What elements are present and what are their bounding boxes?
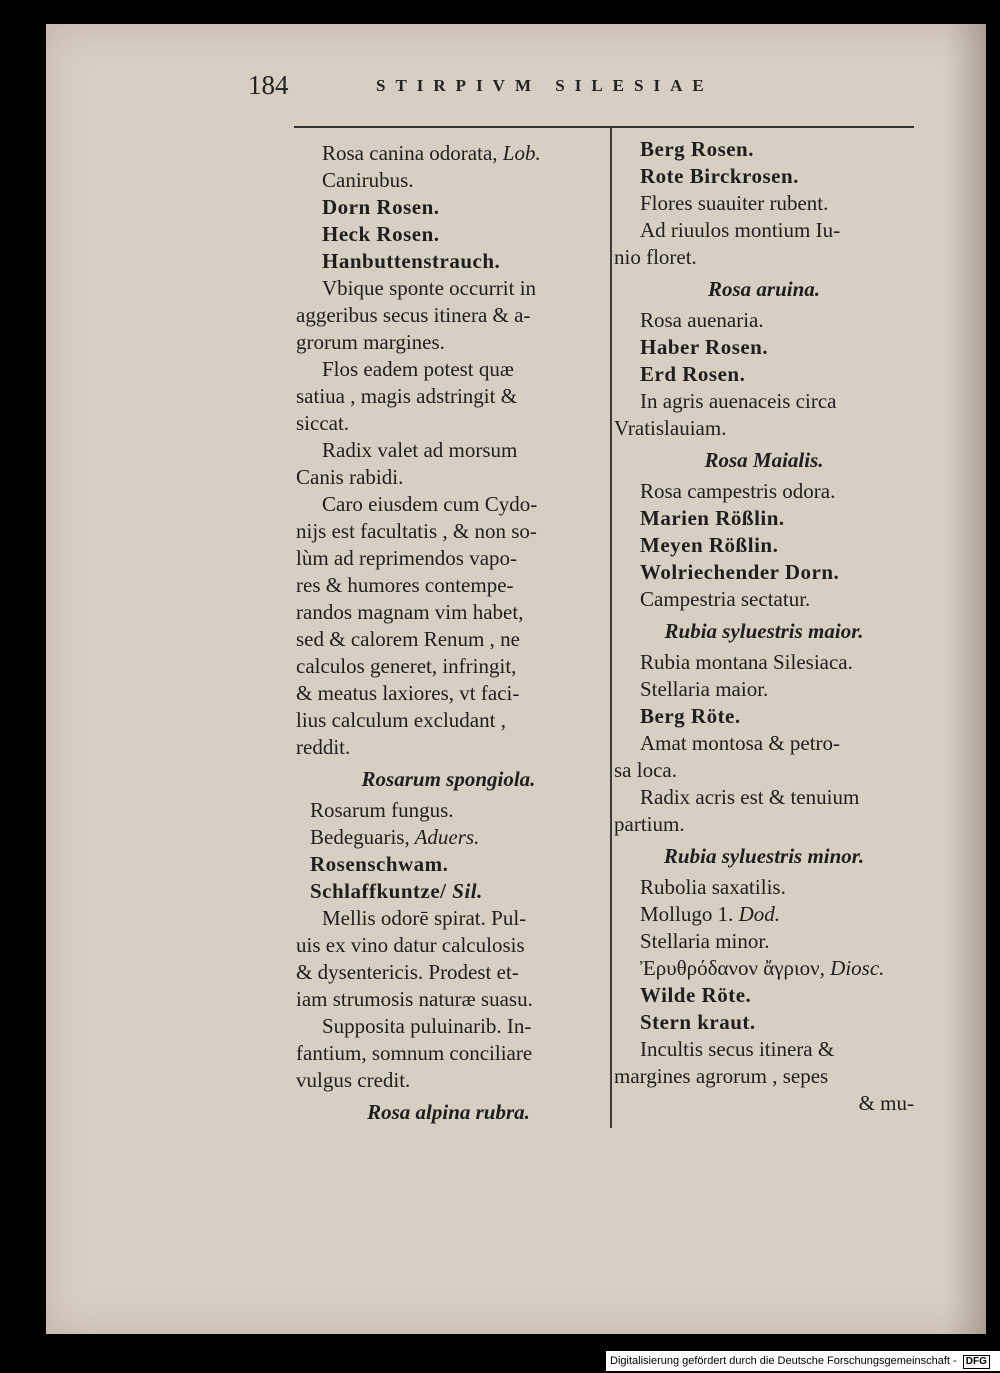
line-text: & meatus laxiores, vt faci- [296,681,520,705]
text-line [614,136,914,163]
line-text: uis ex vino datur calculosis [296,933,525,957]
line-text: Ἐρυθρόδανον ἄγριον, [640,956,825,980]
text-line [296,905,601,932]
text-line [296,1040,601,1067]
column-divider [610,128,612,1128]
line-text: Rosarum spongiola. [361,767,536,791]
line-text: Heck Rosen. [322,222,440,246]
text-line [614,334,914,361]
line-text: aggeribus secus itinera & a- [296,303,531,327]
text-line [296,599,601,626]
line-text: fantium, somnum conciliare [296,1041,533,1065]
line-text: Rubia syluestris minor. [663,844,865,868]
author-abbreviation: Aduers. [409,825,480,849]
text-line [614,505,914,532]
line-text: nijs est facultatis , & non so- [296,519,537,543]
text-line [296,491,601,518]
line-text: Rosa alpina rubra. [367,1100,530,1124]
author-abbreviation: Dod. [733,902,781,926]
line-text: Rote Birckrosen. [640,164,799,188]
line-text: Haber Rosen. [640,335,769,359]
text-line [614,388,914,415]
line-text: grorum margines. [296,330,445,354]
line-text: iam strumosis naturæ suasu. [296,987,533,1011]
author-abbreviation: Lob. [497,141,541,165]
text-line [296,851,601,878]
text-line [614,478,914,505]
line-text: Rubia montana Silesiaca. [640,650,853,674]
line-text: nio floret. [614,245,697,269]
line-text: Canis rabidi. [296,465,404,489]
text-line [296,410,601,437]
text-line [614,361,914,388]
line-text: Caro eiusdem cum Cydo- [322,492,538,516]
text-line [614,811,914,838]
line-text: Wolriechender Dorn. [640,560,840,584]
text-line [296,707,601,734]
line-text: margines agrorum , sepes [614,1064,829,1088]
line-text: sa loca. [614,758,677,782]
line-text: Stellaria maior. [640,677,769,701]
section-heading [614,613,914,649]
text-line [296,878,601,905]
line-text: Vbique sponte occurrit in [322,276,537,300]
text-line [296,383,601,410]
text-line [614,1009,914,1036]
line-text: Berg Röte. [640,704,741,728]
line-text: Supposita puluinarib. In- [322,1014,532,1038]
running-title: STIRPIVM SILESIAE [376,76,714,95]
text-line [296,194,601,221]
text-line [296,437,601,464]
text-line [614,1063,914,1090]
line-text: Rosenschwam. [310,852,449,876]
text-line [614,415,914,442]
text-line [614,874,914,901]
line-text: Amat montosa & petro- [640,731,841,755]
line-text: Wilde Röte. [640,983,752,1007]
text-line [296,464,601,491]
line-text: Incultis secus itinera & [640,1037,835,1061]
header-rule [294,126,914,128]
author-abbreviation: Diosc. [824,956,885,980]
page-number: 184 [248,70,289,100]
line-text: satiua , magis adstringit & [296,384,518,408]
section-heading [614,838,914,874]
section-heading [614,271,914,307]
text-line [296,518,601,545]
line-text: Rosa aruina. [707,277,821,301]
text-line [296,545,601,572]
text-line [296,680,601,707]
line-text: Flos eadem potest quæ [322,357,514,381]
text-line [614,730,914,757]
text-line [614,190,914,217]
section-heading [296,1094,601,1130]
left-column [296,140,601,1130]
footer-text: Digitalisierung gefördert durch die Deutsche Forschungsgemeinschaft - [610,1355,957,1367]
line-text: Flores suauiter rubent. [640,191,829,215]
section-heading [614,442,914,478]
line-text: partium. [614,812,685,836]
text-line [614,307,914,334]
line-text: Schlaffkuntze/ [310,879,447,903]
text-line [296,302,601,329]
text-line [296,275,601,302]
line-text: calculos generet, infringit, [296,654,517,678]
text-line [296,824,601,851]
text-line [614,901,914,928]
text-line [296,167,601,194]
text-line [614,244,914,271]
line-text: Mellis odorē spirat. Pul- [322,906,527,930]
line-text: Meyen Rößlin. [640,533,779,557]
line-text: Ad riuulos montium Iu- [640,218,841,242]
text-line [614,649,914,676]
text-line [296,734,601,761]
line-text: Hanbuttenstrauch. [322,249,501,273]
right-column [614,136,914,1117]
line-text: Vratislauiam. [614,416,727,440]
line-text: vulgus credit. [296,1068,411,1092]
line-text: Canirubus. [322,168,414,192]
text-line [296,572,601,599]
text-line [296,329,601,356]
line-text: Rosa campestris odora. [640,479,836,503]
text-line [296,653,601,680]
text-line [614,784,914,811]
line-text: Rosa Maialis. [704,448,824,472]
text-line [296,221,601,248]
line-text: Berg Rosen. [640,137,754,161]
text-line [296,356,601,383]
text-line [614,982,914,1009]
dfg-logo: DFG [963,1355,990,1369]
text-line [614,955,914,982]
text-line [614,586,914,613]
line-text: Rosa canina odorata, [322,141,498,165]
line-text: Rubolia saxatilis. [640,875,786,899]
line-text: Radix valet ad morsum [322,438,518,462]
line-text: Stern kraut. [640,1010,756,1034]
line-text: sed & calorem Renum , ne [296,627,520,651]
text-line [296,932,601,959]
author-abbreviation: Sil. [446,879,483,903]
line-text: Stellaria minor. [640,929,770,953]
text-line [614,217,914,244]
line-text: lius calculum excludant , [296,708,506,732]
text-line [614,757,914,784]
line-text: randos magnam vim habet, [296,600,524,624]
text-line [614,163,914,190]
text-line [296,1067,601,1094]
text-line [296,959,601,986]
page-edge-shadow [946,24,986,1334]
text-line [614,928,914,955]
section-heading [296,761,601,797]
line-text: Bedeguaris, [310,825,410,849]
line-text: res & humores contempe- [296,573,514,597]
line-text: Campestria sectatur. [640,587,811,611]
line-text: Mollugo 1. [640,902,734,926]
text-line [296,797,601,824]
text-line [614,676,914,703]
line-text: Rosa auenaria. [640,308,764,332]
line-text: & mu- [858,1091,914,1115]
line-text: lùm ad reprimendos vapo- [296,546,518,570]
text-line [296,248,601,275]
text-line [614,532,914,559]
line-text: In agris auenaceis circa [640,389,837,413]
text-line [614,1036,914,1063]
line-text: Erd Rosen. [640,362,746,386]
line-text: Rubia syluestris maior. [664,619,864,643]
text-line [296,626,601,653]
text-line [614,559,914,586]
text-line [614,1090,914,1117]
line-text: reddit. [296,735,351,759]
text-line [614,703,914,730]
text-line [296,986,601,1013]
line-text: Rosarum fungus. [310,798,454,822]
text-line [296,140,601,167]
text-line [296,1013,601,1040]
line-text: Radix acris est & tenuium [640,785,860,809]
line-text: siccat. [296,411,350,435]
footer-credit [606,1351,1000,1371]
line-text: Dorn Rosen. [322,195,440,219]
page-header [248,70,868,110]
line-text: & dysentericis. Prodest et- [296,960,519,984]
line-text: Marien Rößlin. [640,506,785,530]
